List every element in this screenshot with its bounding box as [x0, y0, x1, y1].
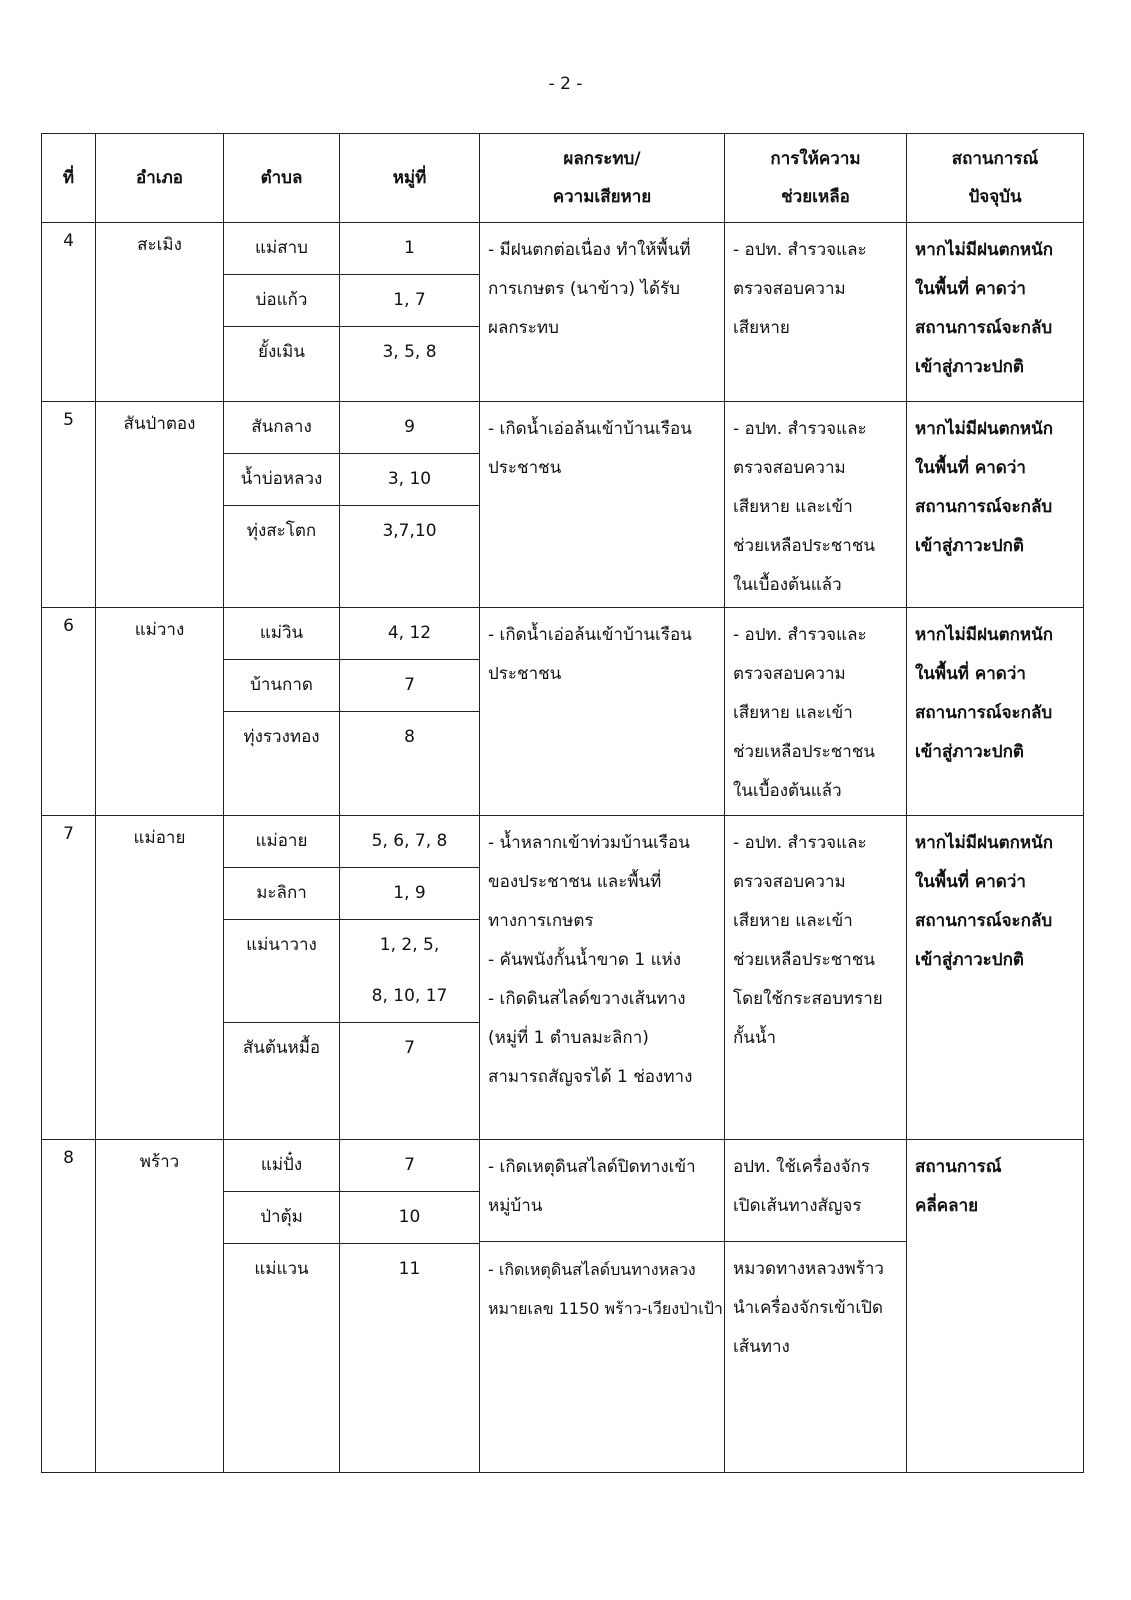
impact-part: - เกิดเหตุดินสไลด์บนทางหลวง หมายเลข 1150 พร้าว-เวียงป่าเป้า: [488, 1260, 723, 1318]
row-number: 4: [42, 223, 96, 402]
subdistrict-name: แม่วิน: [224, 608, 339, 660]
row-number: 7: [42, 816, 96, 1140]
subdistrict-list: [224, 223, 340, 402]
assist-text: - อปท. สำรวจและ ตรวจสอบความ เสียหาย และเข้า ช่วยเหลือประชาชน ในเบื้องต้นแล้ว: [725, 402, 907, 608]
row-number: 5: [42, 402, 96, 608]
district-name: พร้าว: [96, 1140, 224, 1473]
assist-part: อปท. ใช้เครื่องจักร เปิดเส้นทางสัญจร: [725, 1140, 906, 1242]
subdistrict-list: [224, 1140, 340, 1473]
header-no: ที่: [42, 134, 96, 223]
village-number: 1, 2, 5, 8, 10, 17: [340, 920, 479, 1023]
header-status: สถานการณ์ ปัจจุบัน: [907, 134, 1084, 223]
subdistrict-name: แม่อาย: [224, 816, 339, 868]
header-row: [42, 134, 1084, 223]
assist-text: - อปท. สำรวจและ ตรวจสอบความ เสียหาย และเข้า ช่วยเหลือประชาชน โดยใช้กระสอบทราย กั้นน้ำ: [725, 816, 907, 1140]
village-number: 1, 9: [340, 868, 479, 920]
impact-text: - เกิดน้ำเอ่อล้นเข้าบ้านเรือน ประชาชน: [480, 608, 725, 816]
row-number: 8: [42, 1140, 96, 1473]
district-name: สันป่าตอง: [96, 402, 224, 608]
village-number: 3, 10: [340, 454, 479, 506]
status-text: หากไม่มีฝนตกหนัก ในพื้นที่ คาดว่า สถานการณ์จะกลับ เข้าสู่ภาวะปกติ: [907, 402, 1084, 608]
subdistrict-name: แม่นาวาง: [224, 920, 339, 1023]
impact-text: [480, 1140, 725, 1473]
subdistrict-name: สันต้นหมื้อ: [242, 1038, 321, 1058]
status-text: สถานการณ์ คลี่คลาย: [907, 1140, 1084, 1473]
situation-table: [41, 133, 1084, 1473]
village-list: [340, 816, 480, 1140]
subdistrict-name: บ้านกาด: [224, 660, 339, 712]
village-number: 11: [398, 1259, 421, 1279]
subdistrict-name: บ่อแก้ว: [224, 275, 339, 327]
subdistrict-name: ทุ่งสะโตก: [246, 521, 317, 541]
header-village: หมู่ที่: [340, 134, 480, 223]
impact-text: - เกิดน้ำเอ่อล้นเข้าบ้านเรือน ประชาชน: [480, 402, 725, 608]
district-name: สะเมิง: [96, 223, 224, 402]
header-district: อำเภอ: [96, 134, 224, 223]
impact-part: - เกิดเหตุดินสไลด์ปิดทางเข้า หมู่บ้าน: [480, 1140, 724, 1242]
table-row: [42, 402, 1084, 608]
table-row: [42, 1140, 1084, 1473]
village-number: 7: [404, 1038, 415, 1058]
impact-text: - มีฝนตกต่อเนื่อง ทำให้พื้นที่ การเกษตร (นาข้าว) ได้รับ ผลกระทบ: [480, 223, 725, 402]
village-list: [340, 1140, 480, 1473]
subdistrict-name: แม่สาบ: [224, 223, 339, 275]
village-number: 8: [404, 727, 415, 747]
village-number: 3,7,10: [382, 521, 437, 541]
table-row: [42, 223, 1084, 402]
village-number: 10: [340, 1192, 479, 1244]
assist-part: หมวดทางหลวงพร้าว นำเครื่องจักรเข้าเปิด เส้นทาง: [733, 1259, 884, 1357]
subdistrict-name: ทุ่งรวงทอง: [243, 727, 320, 747]
subdistrict-name: ยั้งเมิน: [258, 342, 305, 362]
subdistrict-list: [224, 816, 340, 1140]
status-text: หากไม่มีฝนตกหนัก ในพื้นที่ คาดว่า สถานการณ์จะกลับ เข้าสู่ภาวะปกติ: [907, 608, 1084, 816]
header-assist: การให้ความ ช่วยเหลือ: [725, 134, 907, 223]
village-number: 9: [340, 402, 479, 454]
assist-text: - อปท. สำรวจและ ตรวจสอบความ เสียหาย: [725, 223, 907, 402]
village-number: 7: [340, 1140, 479, 1192]
page-number: - 2 -: [548, 74, 583, 94]
village-list: [340, 402, 480, 608]
village-list: [340, 608, 480, 816]
village-number: 5, 6, 7, 8: [340, 816, 479, 868]
header-subdistrict: ตำบล: [224, 134, 340, 223]
assist-text: [725, 1140, 907, 1473]
district-name: แม่อาย: [96, 816, 224, 1140]
row-number: 6: [42, 608, 96, 816]
subdistrict-name: แม่แวน: [254, 1259, 309, 1279]
subdistrict-name: แม่ปั๋ง: [224, 1140, 339, 1192]
subdistrict-name: น้ำบ่อหลวง: [224, 454, 339, 506]
subdistrict-name: มะลิกา: [224, 868, 339, 920]
impact-text: - น้ำหลากเข้าท่วมบ้านเรือน ของประชาชน และพื้นที่ ทางการเกษตร - คันพนังกั้นน้ำขาด 1 แห่ง - เกิดดินสไลด์ขวางเส้นทาง (หมู่ที่ 1 ตำบลมะลิกา) สามารถสัญจรได้ 1 ช่องทาง: [480, 816, 725, 1140]
assist-text: - อปท. สำรวจและ ตรวจสอบความ เสียหาย และเข้า ช่วยเหลือประชาชน ในเบื้องต้นแล้ว: [725, 608, 907, 816]
village-number: 4, 12: [340, 608, 479, 660]
village-number: 1: [340, 223, 479, 275]
village-number: 7: [340, 660, 479, 712]
table-row: [42, 608, 1084, 816]
subdistrict-list: [224, 608, 340, 816]
subdistrict-name: ป่าตุ้ม: [224, 1192, 339, 1244]
subdistrict-name: สันกลาง: [224, 402, 339, 454]
header-impact: ผลกระทบ/ ความเสียหาย: [480, 134, 725, 223]
status-text: หากไม่มีฝนตกหนัก ในพื้นที่ คาดว่า สถานการณ์จะกลับ เข้าสู่ภาวะปกติ: [907, 223, 1084, 402]
subdistrict-list: [224, 402, 340, 608]
village-list: [340, 223, 480, 402]
table-row: [42, 816, 1084, 1140]
status-text: หากไม่มีฝนตกหนัก ในพื้นที่ คาดว่า สถานการณ์จะกลับ เข้าสู่ภาวะปกติ: [907, 816, 1084, 1140]
district-name: แม่วาง: [96, 608, 224, 816]
village-number: 1, 7: [340, 275, 479, 327]
village-number: 3, 5, 8: [382, 342, 437, 362]
